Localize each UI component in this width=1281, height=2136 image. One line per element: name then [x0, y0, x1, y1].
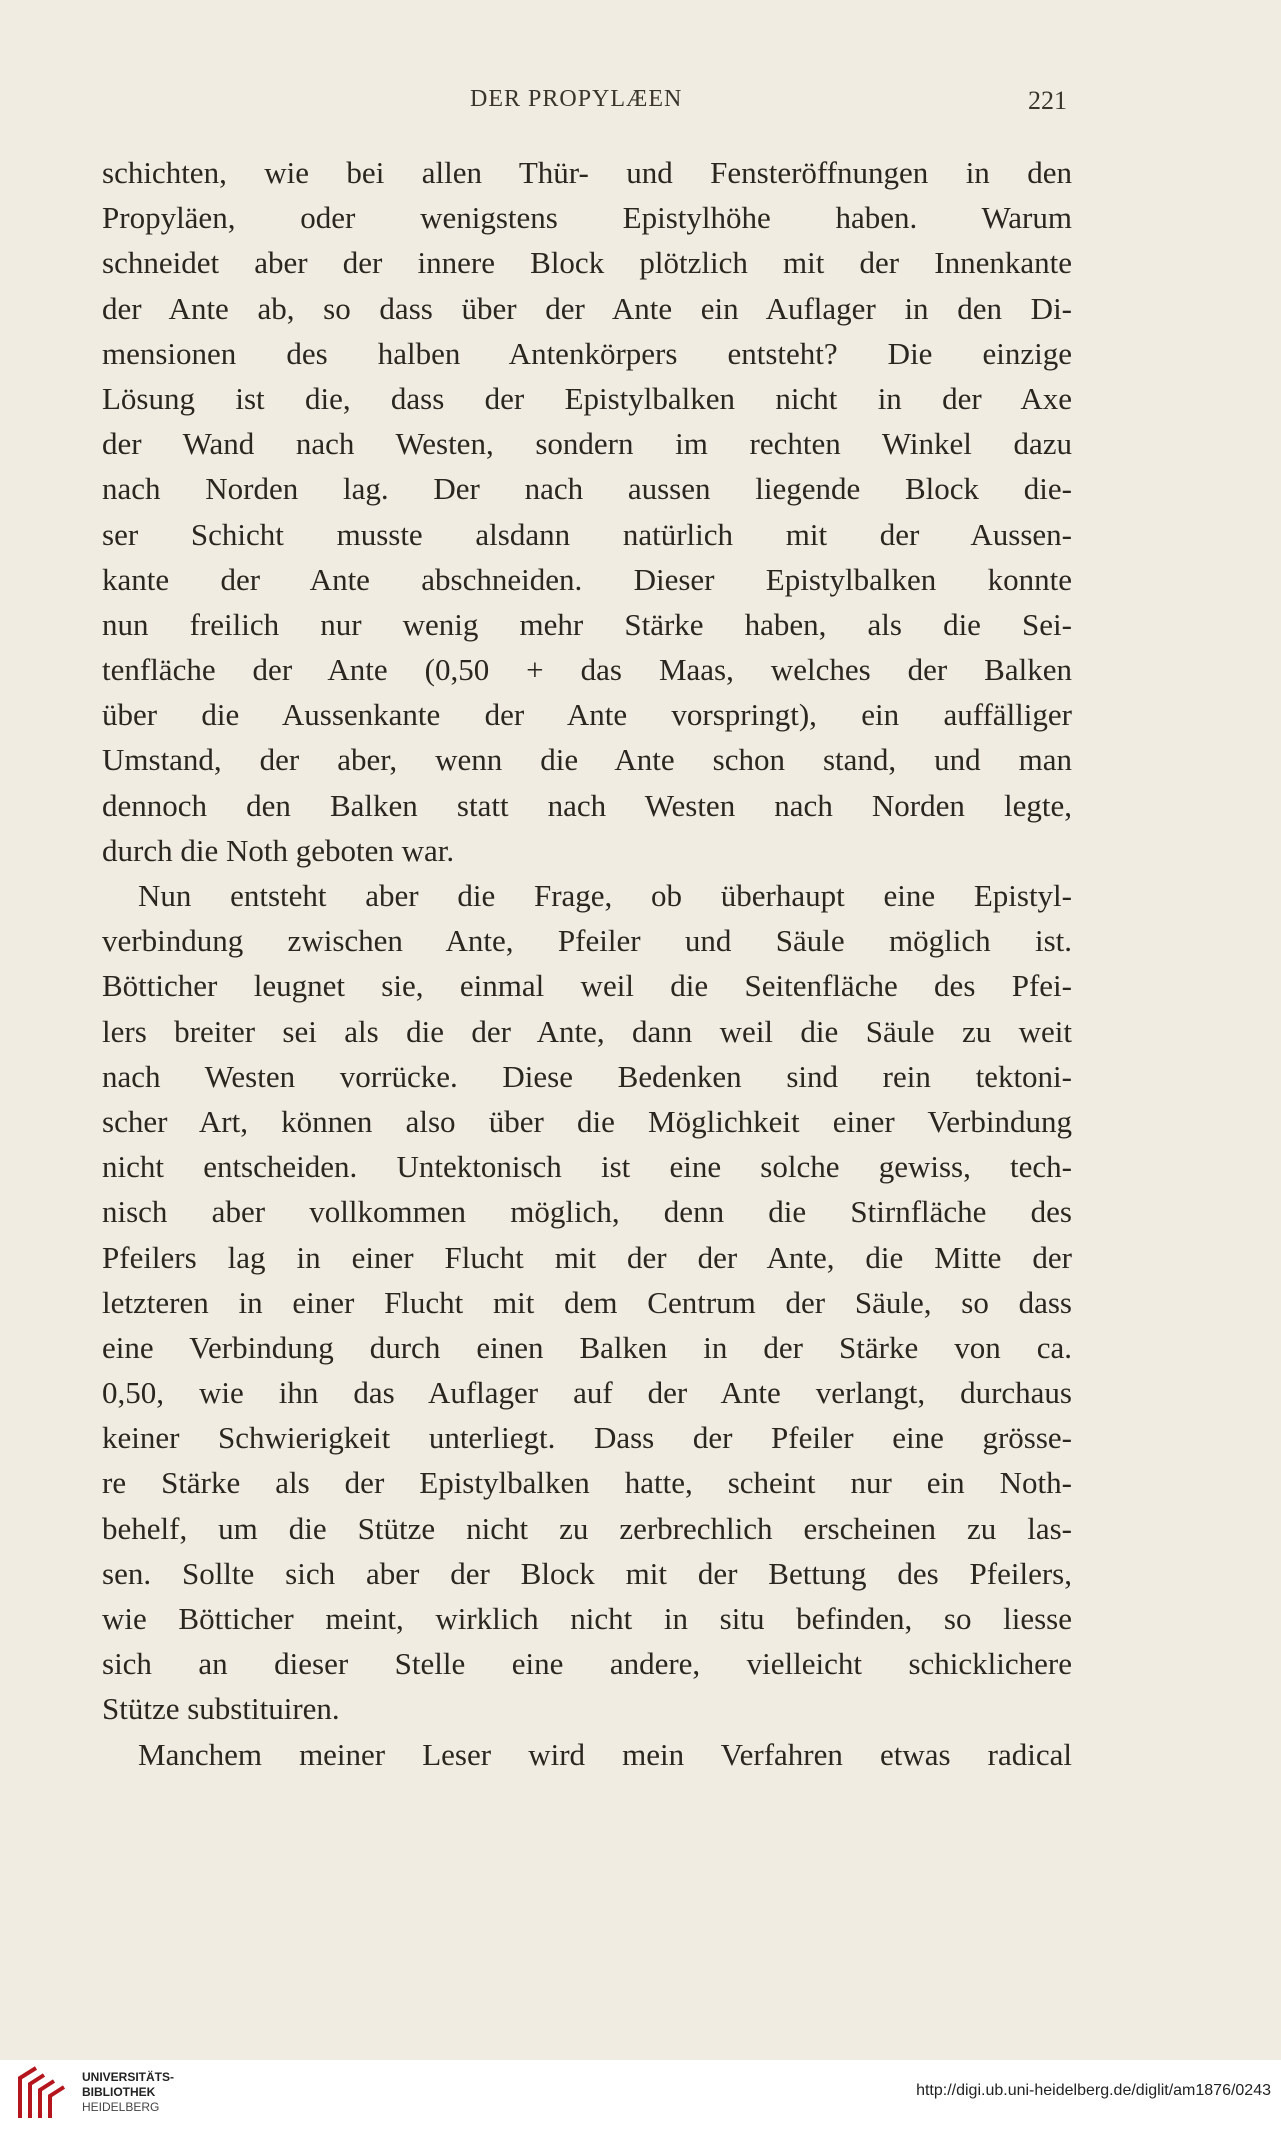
text-line: keiner Schwierigkeit unterliegt. Dass der Pfeiler eine grösse-	[102, 1420, 1072, 1456]
text-line: nach Norden lag. Der nach aussen liegende Block die-	[102, 471, 1072, 507]
text-line: der Ante ab, so dass über der Ante ein Auflager in den Di-	[102, 290, 1072, 326]
text-line: wie Bötticher meint, wirklich nicht in situ befinden, so liesse	[102, 1601, 1072, 1636]
text-line: mensionen des halben Antenkörpers entsteht? Die einzige	[102, 335, 1072, 371]
library-name-line: UNIVERSITÄTS-	[82, 2070, 175, 2084]
text-line: Nun entsteht aber die Frage, ob überhaupt eine Epistyl-	[138, 878, 1072, 913]
text-line: sen. Sollte sich aber der Block mit der Bettung des Pfeilers,	[102, 1555, 1072, 1591]
page-number: 221	[1028, 86, 1067, 115]
library-logo-icon	[14, 2064, 70, 2124]
text-line: Propyläen, oder wenigstens Epistylhöhe haben. Warum	[102, 200, 1072, 236]
library-name-line: HEIDELBERG	[82, 2100, 160, 2114]
text-line: eine Verbindung durch einen Balken in der Stärke von ca.	[102, 1329, 1072, 1365]
text-line: nisch aber vollkommen möglich, denn die Stirnfläche des	[102, 1194, 1072, 1230]
text-line: ser Schicht musste alsdann natürlich mit der Aussen-	[102, 516, 1072, 552]
text-line: dennoch den Balken statt nach Westen nach Norden legte,	[102, 787, 1072, 823]
text-line: behelf, um die Stütze nicht zu zerbrechlich erscheinen zu las-	[102, 1510, 1072, 1546]
text-line: schneidet aber der innere Block plötzlich mit der Innenkante	[102, 245, 1072, 281]
text-line: nicht entscheiden. Untektonisch ist eine solche gewiss, tech-	[102, 1149, 1072, 1185]
text-line: Pfeilers lag in einer Flucht mit der der Ante, die Mitte der	[102, 1239, 1072, 1275]
text-line: re Stärke als der Epistylbalken hatte, scheint nur ein Noth-	[102, 1465, 1072, 1501]
text-line: Umstand, der aber, wenn die Ante schon stand, und man	[102, 742, 1072, 778]
text-line: Stütze substituiren.	[102, 1691, 340, 1727]
text-line: lers breiter sei als die der Ante, dann weil die Säule zu weit	[102, 1013, 1072, 1049]
text-line: Lösung ist die, dass der Epistylbalken nicht in der Axe	[102, 380, 1072, 416]
body-text	[102, 150, 1072, 1777]
text-line: scher Art, können also über die Möglichkeit einer Verbindung	[102, 1103, 1072, 1139]
text-line: kante der Ante abschneiden. Dieser Epistylbalken konnte	[102, 561, 1072, 597]
source-url-link[interactable]: http://digi.ub.uni-heidelberg.de/diglit/am1876/0243	[916, 2082, 1271, 2099]
text-line: tenfläche der Ante (0,50 + das Maas, welches der Balken	[102, 652, 1072, 688]
text-line: Bötticher leugnet sie, einmal weil die Seitenfläche des Pfei-	[102, 968, 1072, 1004]
text-line: nach Westen vorrücke. Diese Bedenken sind rein tektoni-	[102, 1058, 1072, 1094]
footer	[0, 2060, 1281, 2136]
page-header	[0, 86, 1281, 126]
text-line: nun freilich nur wenig mehr Stärke haben, als die Sei-	[102, 606, 1072, 642]
running-title: DER PROPYLÆEN	[470, 86, 683, 112]
library-name	[82, 2070, 174, 2115]
text-line: verbindung zwischen Ante, Pfeiler und Säule möglich ist.	[102, 923, 1072, 959]
text-line: 0,50, wie ihn das Auflager auf der Ante verlangt, durchaus	[102, 1375, 1072, 1411]
text-line: der Wand nach Westen, sondern im rechten Winkel dazu	[102, 426, 1072, 462]
text-line: Manchem meiner Leser wird mein Verfahren etwas radical	[138, 1736, 1072, 1772]
text-line: über die Aussenkante der Ante vorspringt), ein auffälliger	[102, 697, 1072, 733]
text-line: letzteren in einer Flucht mit dem Centrum der Säule, so dass	[102, 1284, 1072, 1320]
text-line: sich an dieser Stelle eine andere, vielleicht schicklichere	[102, 1646, 1072, 1682]
library-name-line: BIBLIOTHEK	[82, 2085, 156, 2099]
text-line: schichten, wie bei allen Thür- und Fensteröffnungen in den	[102, 155, 1072, 190]
text-line: durch die Noth geboten war.	[102, 832, 455, 868]
